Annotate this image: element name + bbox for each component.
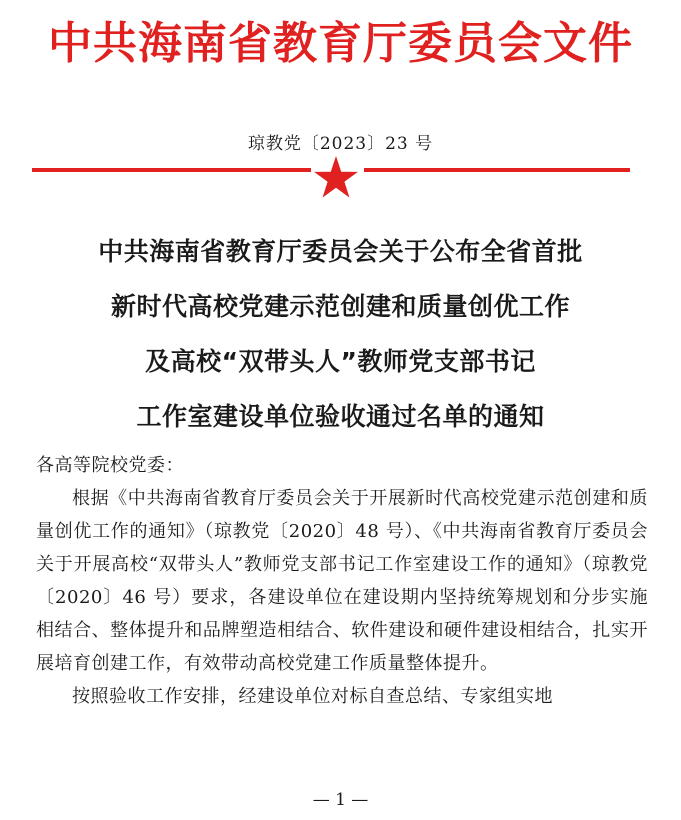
document-body xyxy=(36,449,648,713)
red-rule-right xyxy=(364,168,630,172)
red-star-icon xyxy=(313,155,359,199)
document-title xyxy=(0,224,681,444)
title-line: 及高校“双带头人”教师党支部书记 xyxy=(145,347,536,376)
body-paragraph: 按照验收工作安排，经建设单位对标自查总结、专家组实地 xyxy=(72,686,553,707)
red-rule-left xyxy=(32,168,311,172)
title-line: 新时代高校党建示范创建和质量创优工作 xyxy=(110,292,570,321)
document-number: 琼教党〔2023〕23 号 xyxy=(247,134,434,154)
page-number: — 1 — xyxy=(312,790,369,810)
masthead: 中共海南省教育厅委员会文件 xyxy=(48,18,633,69)
title-line: 中共海南省教育厅委员会关于公布全省首批 xyxy=(98,237,583,266)
red-star-shape xyxy=(314,156,358,198)
body-paragraph: 根据《中共海南省教育厅委员会关于开展新时代高校党建示范创建和质量创优工作的通知》（琼教党〔2020〕48 号）、《中共海南省教育厅委员会关于开展高校“双带头人”教师党支部书记工作室建设工作的通知》（琼教党〔2020〕46 号）要求，各建设单位在建设期内坚持统筹规划和分步实施相结合、整体提升和品牌塑造相结合、软件建设和硬件建设相结合，扎实开展培育创建工作，有效带动高校党建工作质量整体提升。 xyxy=(36,488,648,674)
salutation: 各高等院校党委： xyxy=(36,455,184,476)
title-line: 工作室建设单位验收通过名单的通知 xyxy=(136,402,545,431)
